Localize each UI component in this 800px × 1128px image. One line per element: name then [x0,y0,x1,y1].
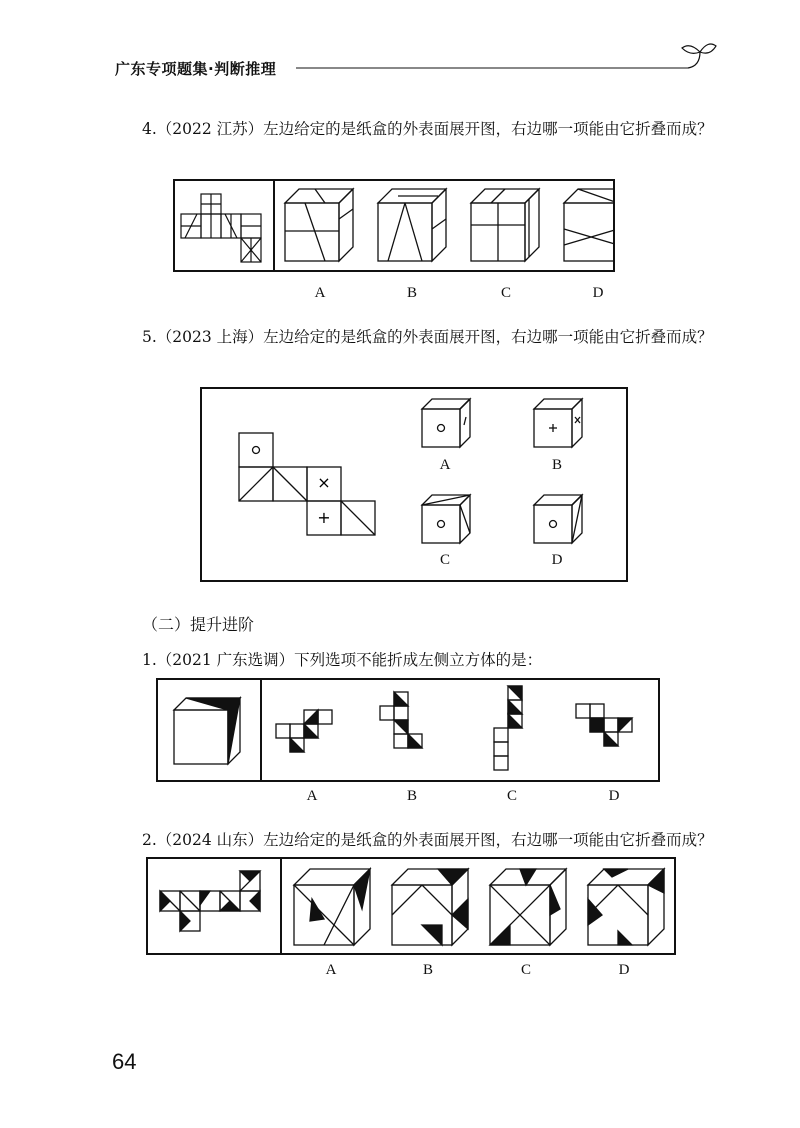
q4-option-c-cube [471,189,539,261]
q4-option-c-label: C [500,285,512,301]
header-decoration [0,0,800,90]
advanced-question-2-drawings [148,859,674,953]
sprout-icon [682,44,716,53]
q4-option-b-cube [378,189,446,261]
q4-option-a-cube [285,189,353,261]
advanced-question-2-text: 2.（2024 山东）左边给定的是纸盒的外表面展开图，右边哪一项能由它折叠而成？ [142,831,713,849]
a2-option-a-cube [294,869,370,945]
q5-option-c-label: C [439,552,451,568]
a1-option-a-net [276,710,332,752]
a2-option-b-label: B [422,962,434,978]
q5-option-d-label: D [551,552,563,568]
advanced-question-1-text: 1.（2021 广东选调）下列选项不能折成左侧立方体的是： [142,651,543,669]
question-4-drawings [175,181,615,271]
a1-option-c-net [494,686,522,770]
a2-option-b-cube [392,869,468,945]
q5-option-a-label: A [439,457,451,473]
a1-reference-cube [174,698,240,764]
a2-option-d-cube [588,869,664,945]
question-4-text: 4.（2022 江苏）左边给定的是纸盒的外表面展开图，右边哪一项能由它折叠而成？ [142,120,713,138]
advanced-question-1-drawings [158,680,658,780]
q5-net-cross-symbol: × [317,473,331,492]
q4-option-a-label: A [314,285,326,301]
a1-option-a-label: A [306,788,318,804]
header-title: 广东专项题集·判断推理 [115,60,277,78]
a1-option-c-label: C [506,788,518,804]
a1-option-d-net [576,704,632,746]
a2-option-a-label: A [325,962,337,978]
q4-option-b-label: B [406,285,418,301]
a1-option-b-net [380,692,422,748]
a2-option-c-label: C [520,962,532,978]
q4-option-d-label: D [592,285,604,301]
q5-option-d-cube [534,495,582,543]
q4-net [181,194,261,262]
q5-net [239,433,375,535]
a2-net [160,871,260,951]
a1-option-d-label: D [608,788,620,804]
page-number: 64 [112,1049,137,1074]
q5-option-c-cube [422,495,470,543]
q5-option-a-cube [422,399,470,447]
section-title: （二）提升进阶 [142,615,255,634]
a2-option-d-label: D [618,962,630,978]
a2-option-c-cube [490,869,566,945]
a1-option-b-label: B [406,788,418,804]
q4-option-d-cube [564,189,615,261]
q5-option-b-cube [534,399,582,447]
q5-option-b-label: B [551,457,563,473]
question-5-text: 5.（2023 上海）左边给定的是纸盒的外表面展开图，右边哪一项能由它折叠而成？ [142,328,713,346]
q5-net-plus-symbol: + [317,508,331,527]
